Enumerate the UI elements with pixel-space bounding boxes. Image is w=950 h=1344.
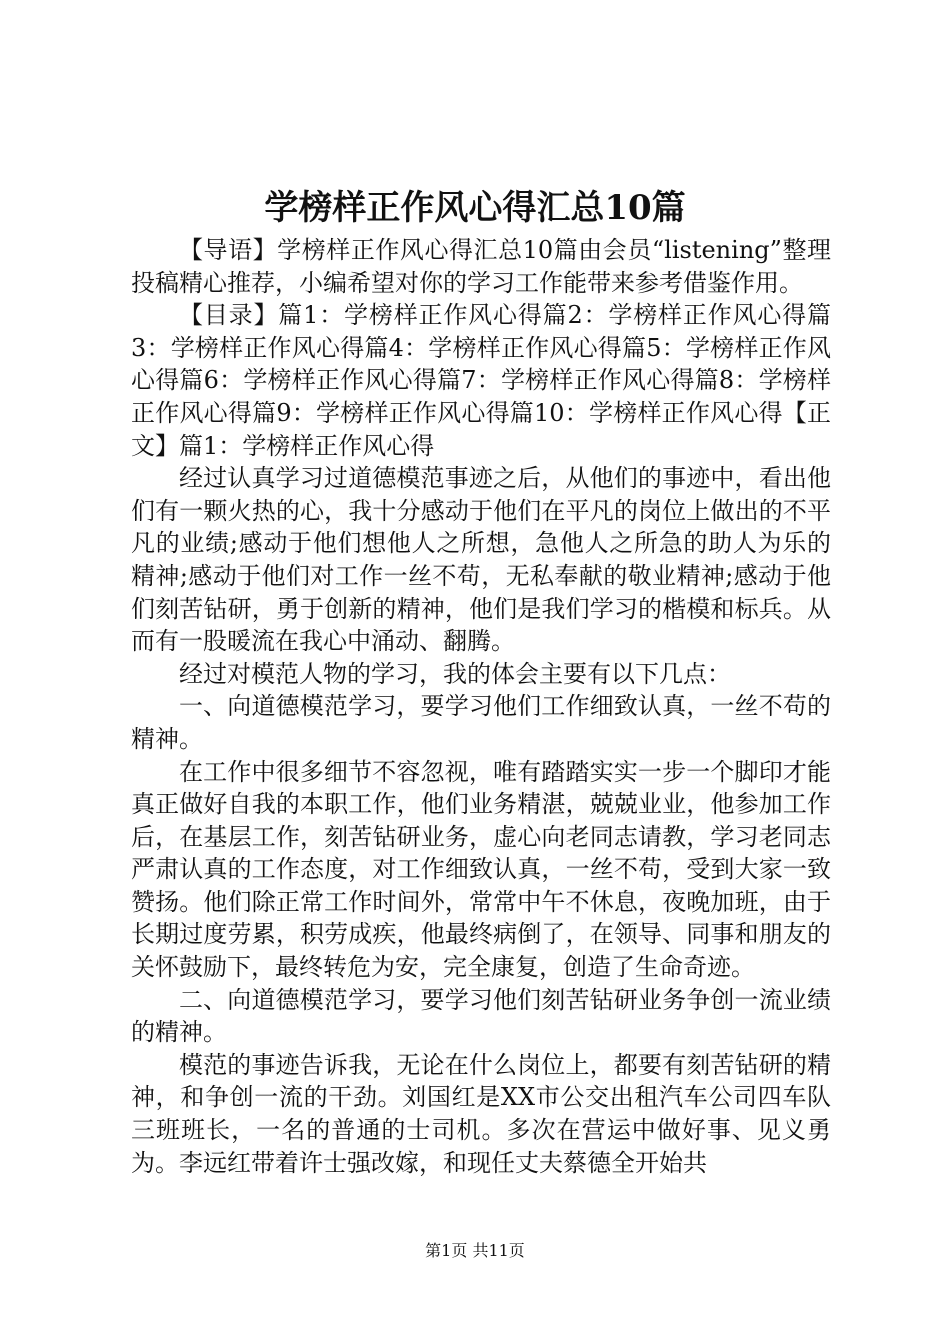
page-footer: 第1页 共11页: [425, 1241, 525, 1260]
document-title: 学榜样正作风心得汇总10篇: [264, 188, 686, 228]
paragraph-intro: 【导语】学榜样正作风心得汇总10篇由会员“listening”整理投稿精心推荐，小编希望对你的学习工作能带来参考借鉴作用。: [131, 236, 831, 297]
paragraph-body-3: 在工作中很多细节不容忽视，唯有踏踏实实一步一个脚印才能真正做好自我的本职工作，他们业务精湛，兢兢业业，他参加工作后，在基层工作，刻苦钻研业务，虚心向老同志请教，学习老同志严肃认真的工作态度，对工作细致认真，一丝不苟，受到大家一致赞扬。他们除正常工作时间外，常常中午不休息，夜晚加班，由于长期过度劳累，积劳成疾，他最终病倒了，在领导、同事和朋友的关怀鼓励下，最终转危为安，完全康复，创造了生命奇迹。: [131, 757, 831, 982]
document-body: [131, 234, 831, 1179]
paragraph-table-of-contents: 【目录】篇1：学榜样正作风心得篇2：学榜样正作风心得篇3：学榜样正作风心得篇4：学榜样正作风心得篇5：学榜样正作风心得篇6：学榜样正作风心得篇7：学榜样正作风心得篇8：学榜样正作风心得篇9：学榜样正作风心得篇10：学榜样正作风心得【正文】篇1：学榜样正作风心得: [131, 301, 831, 460]
paragraph-body-2: 经过对模范人物的学习，我的体会主要有以下几点：: [179, 659, 731, 688]
paragraph-section-2-heading: 二、向道德模范学习，要学习他们刻苦钻研业务争创一流业绩的精神。: [131, 985, 831, 1047]
paragraph-body-4: 模范的事迹告诉我，无论在什么岗位上，都要有刻苦钻研的精神，和争创一流的干劲。刘国红是XX市公交出租汽车公司四车队三班班长，一名的普通的士司机。多次在营运中做好事、见义勇为。李远红带着许士强改嫁，和现任丈夫蔡德全开始共: [131, 1050, 831, 1177]
paragraph-body-1: 经过认真学习过道德模范事迹之后，从他们的事迹中，看出他们有一颗火热的心，我十分感动于他们在平凡的岗位上做出的不平凡的业绩;感动于他们想他人之所想，急他人之所急的助人为乐的精神;感动于他们对工作一丝不苟，无私奉献的敬业精神;感动于他们刻苦钻研，勇于创新的精神，他们是我们学习的楷模和标兵。从而有一股暖流在我心中涌动、翻腾。: [131, 464, 831, 656]
paragraph-section-1-heading: 一、向道德模范学习，要学习他们工作细致认真，一丝不苟的精神。: [131, 692, 831, 753]
